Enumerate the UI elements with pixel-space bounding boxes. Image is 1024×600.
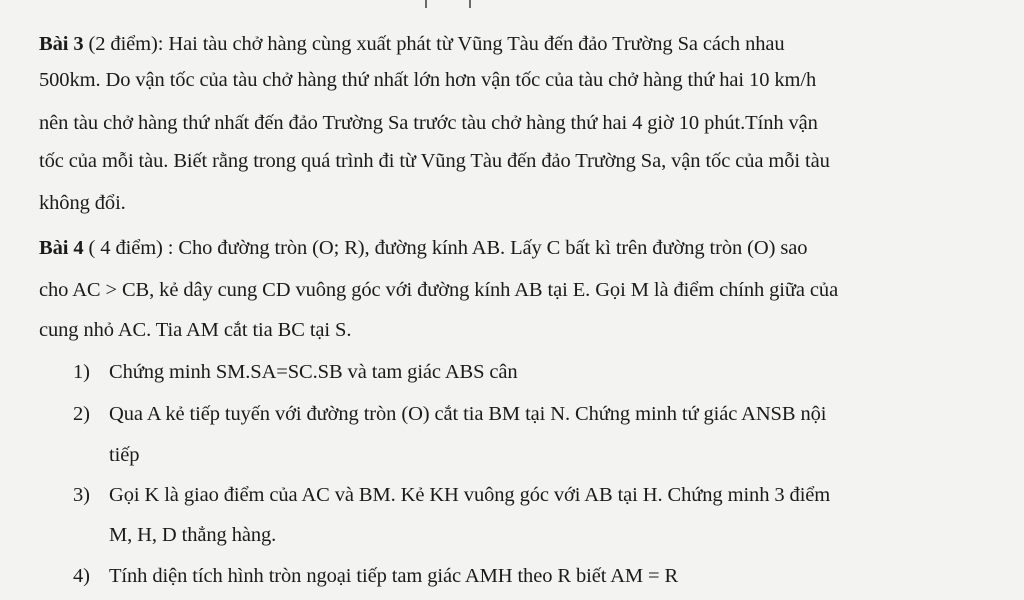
item-2-line-1: Qua A kẻ tiếp tuyến với đường tròn (O) cắt tia BM tại N. Chứng minh tứ giác ANSB nội xyxy=(109,403,827,425)
bai4-line-3: cung nhỏ AC. Tia AM cắt tia BC tại S. xyxy=(39,319,352,341)
bai4-heading: Bài 4 xyxy=(39,237,84,259)
bai4-line-1 xyxy=(39,238,807,259)
bai3-line-4: tốc của mỗi tàu. Biết rằng trong quá trình đi từ Vũng Tàu đến đảo Trường Sa, vận tốc của mỗi tàu xyxy=(39,150,830,172)
item-number: 2) xyxy=(73,403,90,425)
item-number: 3) xyxy=(73,484,90,506)
bai4-line-2: cho AC > CB, kẻ dây cung CD vuông góc với đường kính AB tại E. Gọi M là điểm chính giữa của xyxy=(39,279,839,301)
top-edge-mark xyxy=(425,0,427,8)
item-number: 1) xyxy=(73,361,90,383)
item-number: 4) xyxy=(73,565,90,587)
item-4-line-1: Tính diện tích hình tròn ngoại tiếp tam giác AMH theo R biết AM = R xyxy=(109,565,679,587)
item-1-line-1: Chứng minh SM.SA=SC.SB và tam giác ABS cân xyxy=(109,361,518,383)
item-2-line-2: tiếp xyxy=(109,444,140,466)
bai4-text: ( 4 điểm) : Cho đường tròn (O; R), đường kính AB. Lấy C bất kì trên đường tròn (O) sao xyxy=(83,237,808,259)
bai3-heading: Bài 3 xyxy=(39,33,84,55)
bai3-line-5: không đổi. xyxy=(39,192,126,214)
bai3-line-2: 500km. Do vận tốc của tàu chở hàng thứ nhất lớn hơn vận tốc của tàu chở hàng thứ hai 10 km/h xyxy=(39,69,817,91)
top-edge-mark xyxy=(469,0,471,8)
item-3-line-2: M, H, D thẳng hàng. xyxy=(109,524,277,546)
bai3-line-1 xyxy=(39,34,785,55)
bai3-line-3: nên tàu chở hàng thứ nhất đến đảo Trường Sa trước tàu chở hàng thứ hai 4 giờ 10 phút.Tính vận xyxy=(39,112,818,134)
item-3-line-1: Gọi K là giao điểm của AC và BM. Kẻ KH vuông góc với AB tại H. Chứng minh 3 điểm xyxy=(109,484,831,506)
bai3-text: (2 điểm): Hai tàu chở hàng cùng xuất phát từ Vũng Tàu đến đảo Trường Sa cách nhau xyxy=(83,33,785,55)
